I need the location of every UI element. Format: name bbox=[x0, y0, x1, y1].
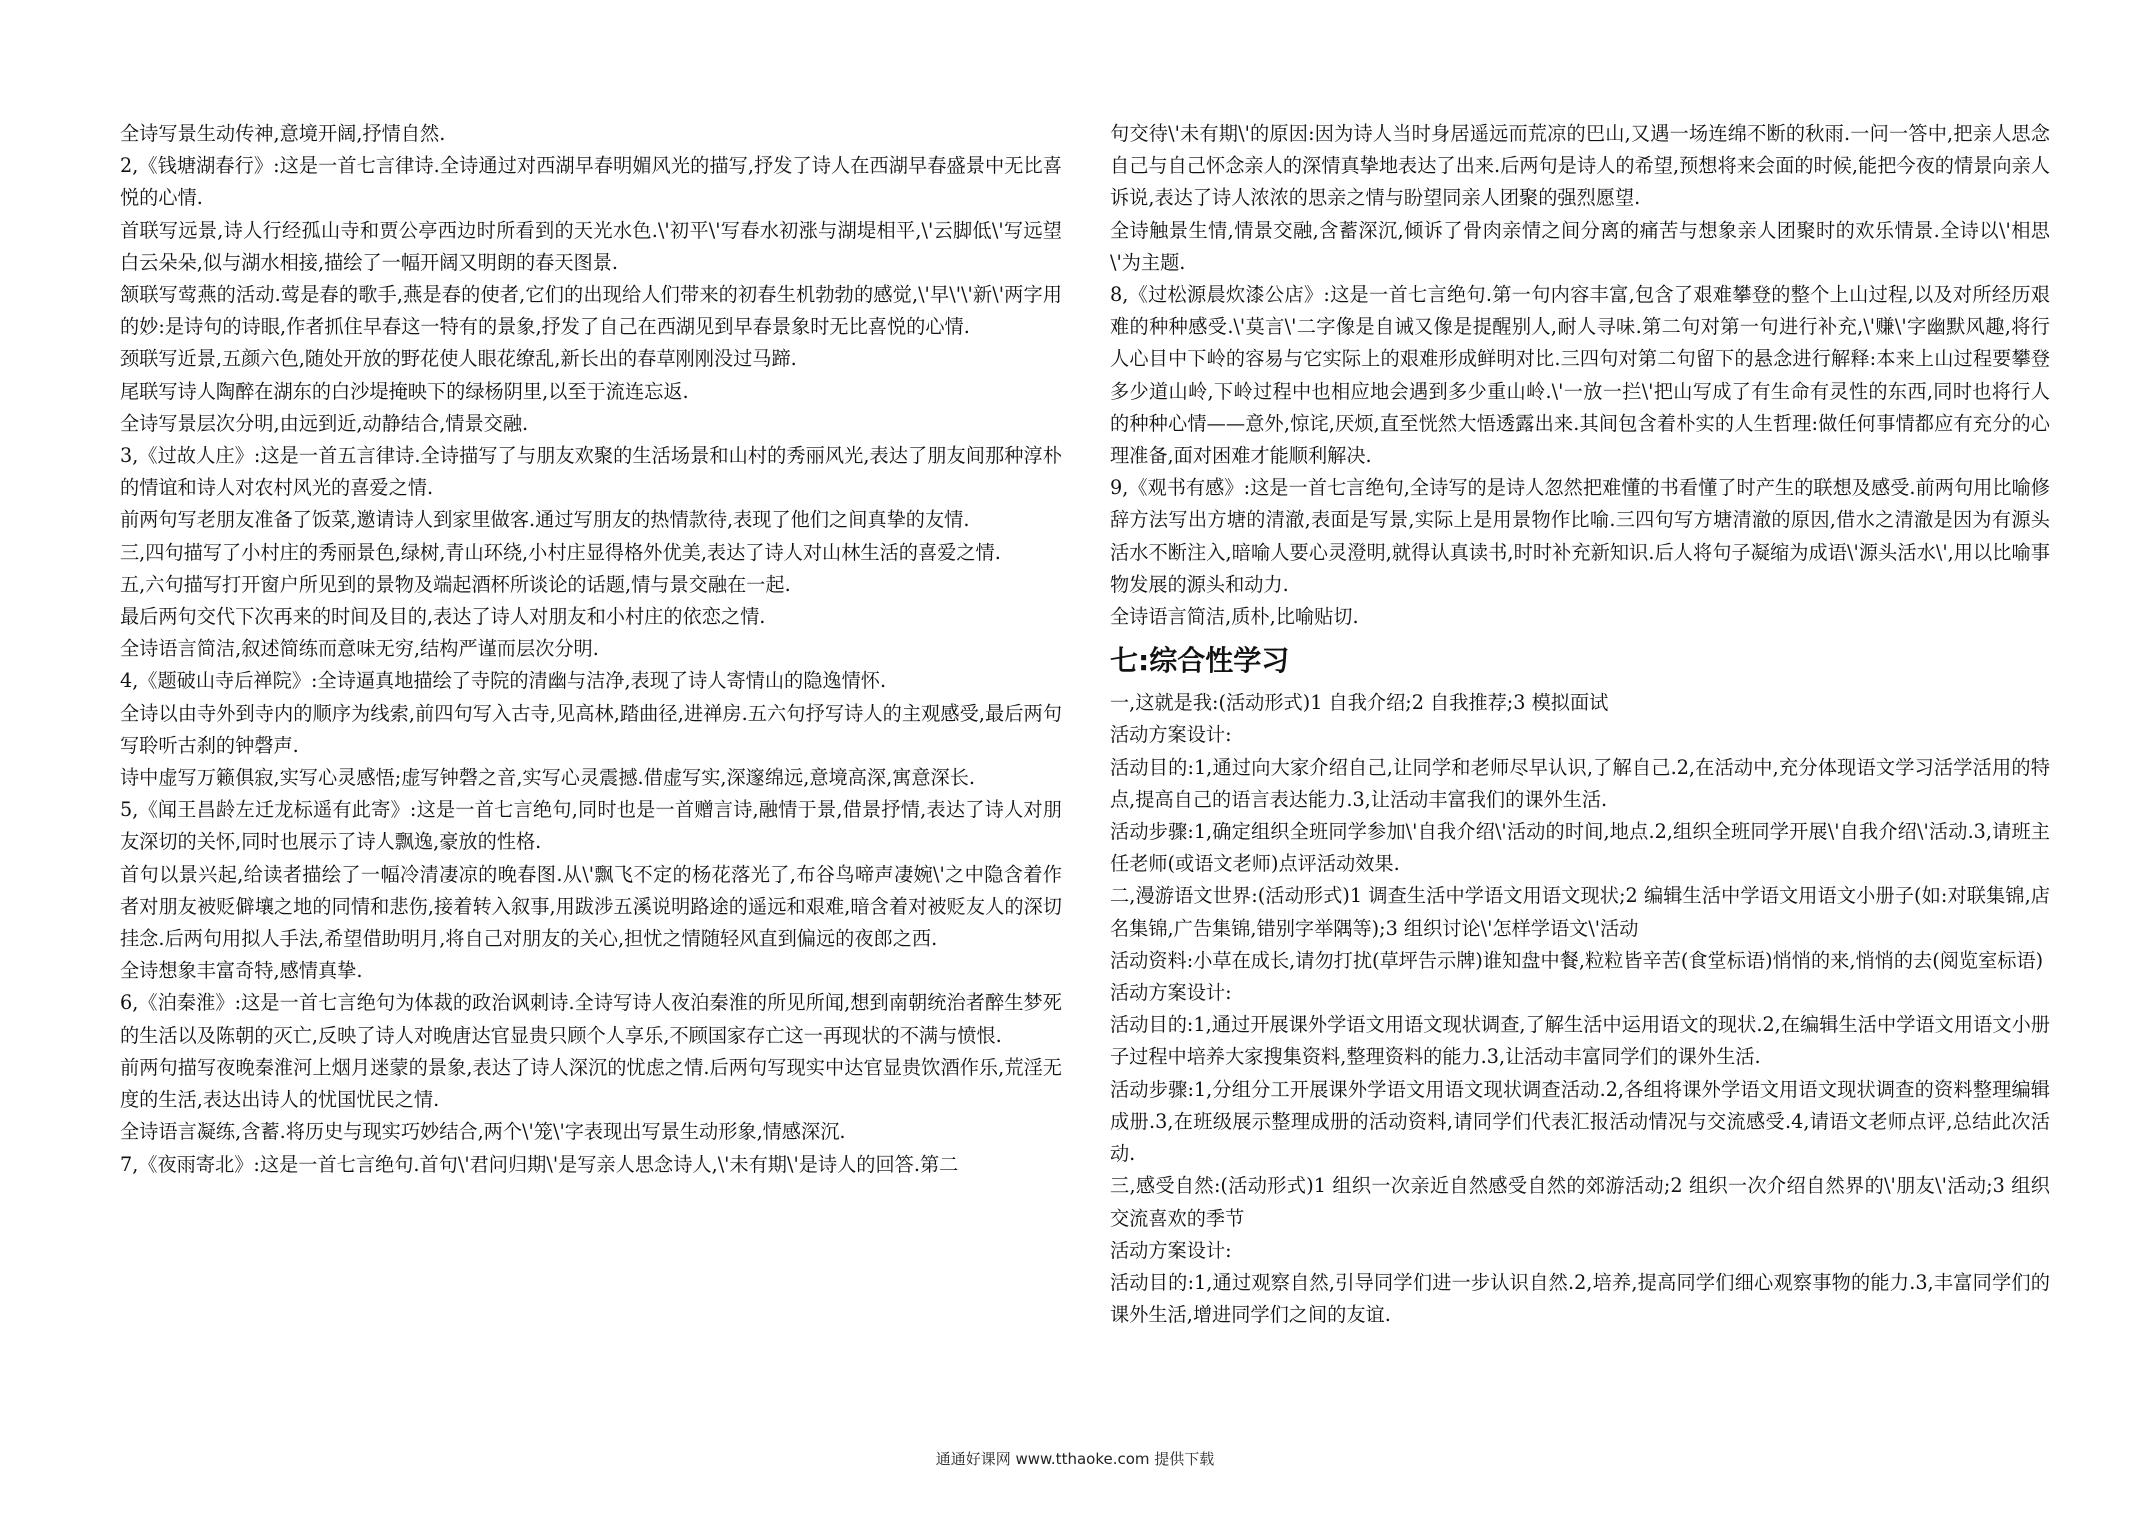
paragraph: 颔联写莺燕的活动.莺是春的歌手,燕是春的使者,它们的出现给人们带来的初春生机勃勃的感觉,\'早\'\'新\'两字用的妙:是诗句的诗眼,作者抓住早春这一特有的景象,抒发了自己在西湖见到早春景象时无比喜悦的心情. bbox=[120, 283, 1062, 339]
paragraph: 全诗想象丰富奇特,感情真挚. bbox=[120, 959, 363, 983]
paragraph: 3,《过故人庄》:这是一首五言律诗.全诗描写了与朋友欢聚的生活场景和山村的秀丽风光,表达了朋友间那种淳朴的情谊和诗人对农村风光的喜爱之情. bbox=[120, 444, 1062, 500]
paragraph: 前两句写老朋友准备了饭菜,邀请诗人到家里做客.通过写朋友的热情款待,表现了他们之间真挚的友情. bbox=[120, 508, 970, 532]
paragraph: 活动方案设计: bbox=[1110, 1238, 1232, 1262]
paragraph: 活动目的:1,通过观察自然,引导同学们进一步认识自然.2,培养,提高同学们细心观察事物的能力.3,丰富同学们的课外生活,增进同学们之间的友谊. bbox=[1110, 1270, 2050, 1327]
paragraph: 全诗写景层次分明,由远到近,动静结合,情景交融. bbox=[120, 411, 529, 435]
paragraph: 活动目的:1,通过开展课外学语文用语文现状调查,了解生活中运用语文的现状.2,在编辑生活中学语文用语文小册子过程中培养大家搜集资料,整理资料的能力.3,让活动丰富同学们的课外生活. bbox=[1110, 1013, 2050, 1069]
paragraph: 9,《观书有感》:这是一首七言绝句,全诗写的是诗人忽然把难懂的书看懂了时产生的联想及感受.前两句用比喻修辞方法写出方塘的清澈,表面是写景,实际上是用景物作比喻.三四句写方塘清澈的原因,借水之清澈是因为有源头活水不断注入,暗喻人要心灵澄明,就得认真读书,时时补充新知识.后人将句子凝缩为成语\'源头活水\',用以比喻事物发展的源头和动力. bbox=[1110, 476, 2050, 596]
paragraph: 全诗触景生情,情景交融,含蓄深沉,倾诉了骨肉亲情之间分离的痛苦与想象亲人团聚时的欢乐情景.全诗以\'相思\'为主题. bbox=[1110, 218, 2050, 274]
paragraph: 4,《题破山寺后禅院》:全诗逼真地描绘了寺院的清幽与洁净,表现了诗人寄情山的隐逸情怀. bbox=[120, 669, 887, 693]
paragraph: 前两句描写夜晚秦淮河上烟月迷蒙的景象,表达了诗人深沉的忧虑之情.后两句写现实中达官显贵饮酒作乐,荒淫无度的生活,表达出诗人的忧国忧民之情. bbox=[120, 1055, 1062, 1112]
paragraph: 5,《闻王昌龄左迁龙标遥有此寄》:这是一首七言绝句,同时也是一首赠言诗,融情于景,借景抒情,表达了诗人对朋友深切的关怀,同时也展示了诗人飘逸,豪放的性格. bbox=[120, 798, 1062, 854]
paragraph: 6,《泊秦淮》:这是一首七言绝句为体裁的政治讽刺诗.全诗写诗人夜泊秦淮的所见所闻,想到南朝统治者醉生梦死的生活以及陈朝的灭亡,反映了诗人对晚唐达官显贵只顾个人享乐,不顾国家存亡这一再现状的不满与愤恨. bbox=[120, 991, 1062, 1047]
paragraph: 尾联写诗人陶醉在湖东的白沙堤掩映下的绿杨阴里,以至于流连忘返. bbox=[120, 379, 689, 403]
paragraph: 全诗语言简洁,质朴,比喻贴切. bbox=[1110, 605, 1359, 629]
paragraph: 全诗语言简洁,叙述简练而意味无穷,结构严谨而层次分明. bbox=[120, 637, 599, 661]
paragraph: 最后两句交代下次再来的时间及目的,表达了诗人对朋友和小村庄的依恋之情. bbox=[120, 605, 766, 629]
paragraph: 活动方案设计: bbox=[1110, 723, 1232, 747]
paragraph: 全诗写景生动传神,意境开阔,抒情自然. bbox=[120, 122, 446, 145]
paragraph: 二,漫游语文世界:(活动形式)1 调查生活中学语文用语文现状;2 编辑生活中学语文用语文小册子(如:对联集锦,店名集锦,广告集锦,错别字举隅等);3 组织讨论\'怎样学语文\'活动 bbox=[1110, 884, 2050, 940]
right-column bbox=[1110, 118, 2050, 1331]
paragraph: 活动目的:1,通过向大家介绍自己,让同学和老师尽早认识,了解自己.2,在活动中,充分体现语文学习活学活用的特点,提高自己的语言表达能力.3,让活动丰富我们的课外生活. bbox=[1110, 755, 2050, 811]
paragraph: 首联写远景,诗人行经孤山寺和贾公亭西边时所看到的天光水色.\'初平\'写春水初涨与湖堤相平,\'云脚低\'写远望白云朵朵,似与湖水相接,描绘了一幅开阔又明朗的春天图景. bbox=[120, 218, 1062, 274]
paragraph: 8,《过松源晨炊漆公店》:这是一首七言绝句.第一句内容丰富,包含了艰难攀登的整个上山过程,以及对所经历艰难的种种感受.\'莫言\'二字像是自诫又像是提醒别人,耐人寻味.第二句对第一句进行补充,\'赚\'字幽默风趣,将行人心目中下岭的容易与它实际上的艰难形成鲜明对比.三四句对第二句留下的悬念进行解释:本来上山过程要攀登多少道山岭,下岭过程中也相应地会遇到多少重山岭.\'一放一拦\'把山写成了有生命有灵性的东西,同时也将行人的种种心情——意外,惊诧,厌烦,直至恍然大悟透露出来.其间包含着朴实的人生哲理:做任何事情都应有充分的心理准备,面对困难才能顺利解决. bbox=[1110, 283, 2050, 468]
paragraph: 首句以景兴起,给读者描绘了一幅冷清凄凉的晚春图.从\'飘飞不定的杨花落光了,布谷鸟啼声凄婉\'之中隐含着作者对朋友被贬僻壤之地的同情和悲伤,接着转入叙事,用跋涉五溪说明路途的遥远和艰难,暗含着对被贬友人的深切挂念.后两句用拟人手法,希望借助明月,将自己对朋友的关心,担忧之情随轻风直到偏远的夜郎之西. bbox=[120, 862, 1062, 951]
paragraph: 五,六句描写打开窗户所见到的景物及端起酒杯所谈论的话题,情与景交融在一起. bbox=[120, 572, 791, 596]
page-footer: 通通好课网 www.tthaoke.com 提供下载 bbox=[935, 1450, 1215, 1468]
paragraph: 三,四句描写了小村庄的秀丽景色,绿树,青山环绕,小村庄显得格外优美,表达了诗人对山林生活的喜爱之情. bbox=[120, 540, 1001, 564]
paragraph: 全诗以由寺外到寺内的顺序为线索,前四句写入古寺,见高林,踏曲径,进禅房.五六句抒写诗人的主观感受,最后两句写聆听古刹的钟磬声. bbox=[120, 701, 1062, 757]
paragraph: 7,《夜雨寄北》:这是一首七言绝句.首句\'君问归期\'是写亲人思念诗人,\'未有期\'是诗人的回答.第二 bbox=[120, 1152, 959, 1176]
paragraph: 三,感受自然:(活动形式)1 组织一次亲近自然感受自然的郊游活动;2 组织一次介绍自然界的\'朋友\'活动;3 组织交流喜欢的季节 bbox=[1110, 1174, 2050, 1230]
paragraph: 一,这就是我:(活动形式)1 自我介绍;2 自我推荐;3 模拟面试 bbox=[1110, 691, 1609, 715]
paragraph: 全诗语言凝练,含蓄.将历史与现实巧妙结合,两个\'笼\'字表现出写景生动形象,情感深沉. bbox=[120, 1120, 846, 1144]
paragraph: 2,《钱塘湖春行》:这是一首七言律诗.全诗通过对西湖早春明媚风光的描写,抒发了诗人在西湖早春盛景中无比喜悦的心情. bbox=[120, 154, 1062, 210]
paragraph: 句交待\'未有期\'的原因:因为诗人当时身居遥远而荒凉的巴山,又遇一场连绵不断的秋雨.一问一答中,把亲人思念自己与自己怀念亲人的深情真挚地表达了出来.后两句是诗人的希望,预想将来会面的时候,能把今夜的情景向亲人诉说,表达了诗人浓浓的思亲之情与盼望同亲人团聚的强烈愿望. bbox=[1110, 122, 2050, 210]
paragraph: 活动步骤:1,分组分工开展课外学语文用语文现状调查活动.2,各组将课外学语文用语文现状调查的资料整理编辑成册.3,在班级展示整理成册的活动资料,请同学们代表汇报活动情况与交流感受.4,请语文老师点评,总结此次活动. bbox=[1110, 1077, 2050, 1166]
paragraph: 活动方案设计: bbox=[1110, 981, 1232, 1005]
paragraph: 活动资料:小草在成长,请勿打扰(草坪告示牌)谁知盘中餐,粒粒皆辛苦(食堂标语)悄悄的来,悄悄的去(阅览室标语) bbox=[1110, 948, 2044, 972]
section-title: 七:综合性学习 bbox=[1110, 644, 1290, 678]
paragraph: 颈联写近景,五颜六色,随处开放的野花使人眼花缭乱,新长出的春草刚刚没过马蹄. bbox=[120, 347, 797, 371]
paragraph: 诗中虚写万籁俱寂,实写心灵感悟;虚写钟磬之音,实写心灵震撼.借虚写实,深邃绵远,意境高深,寓意深长. bbox=[120, 766, 976, 790]
paragraph: 活动步骤:1,确定组织全班同学参加\'自我介绍\'活动的时间,地点.2,组织全班同学开展\'自我介绍\'活动.3,请班主任老师(或语文老师)点评活动效果. bbox=[1110, 820, 2050, 876]
left-column bbox=[120, 118, 1062, 1181]
